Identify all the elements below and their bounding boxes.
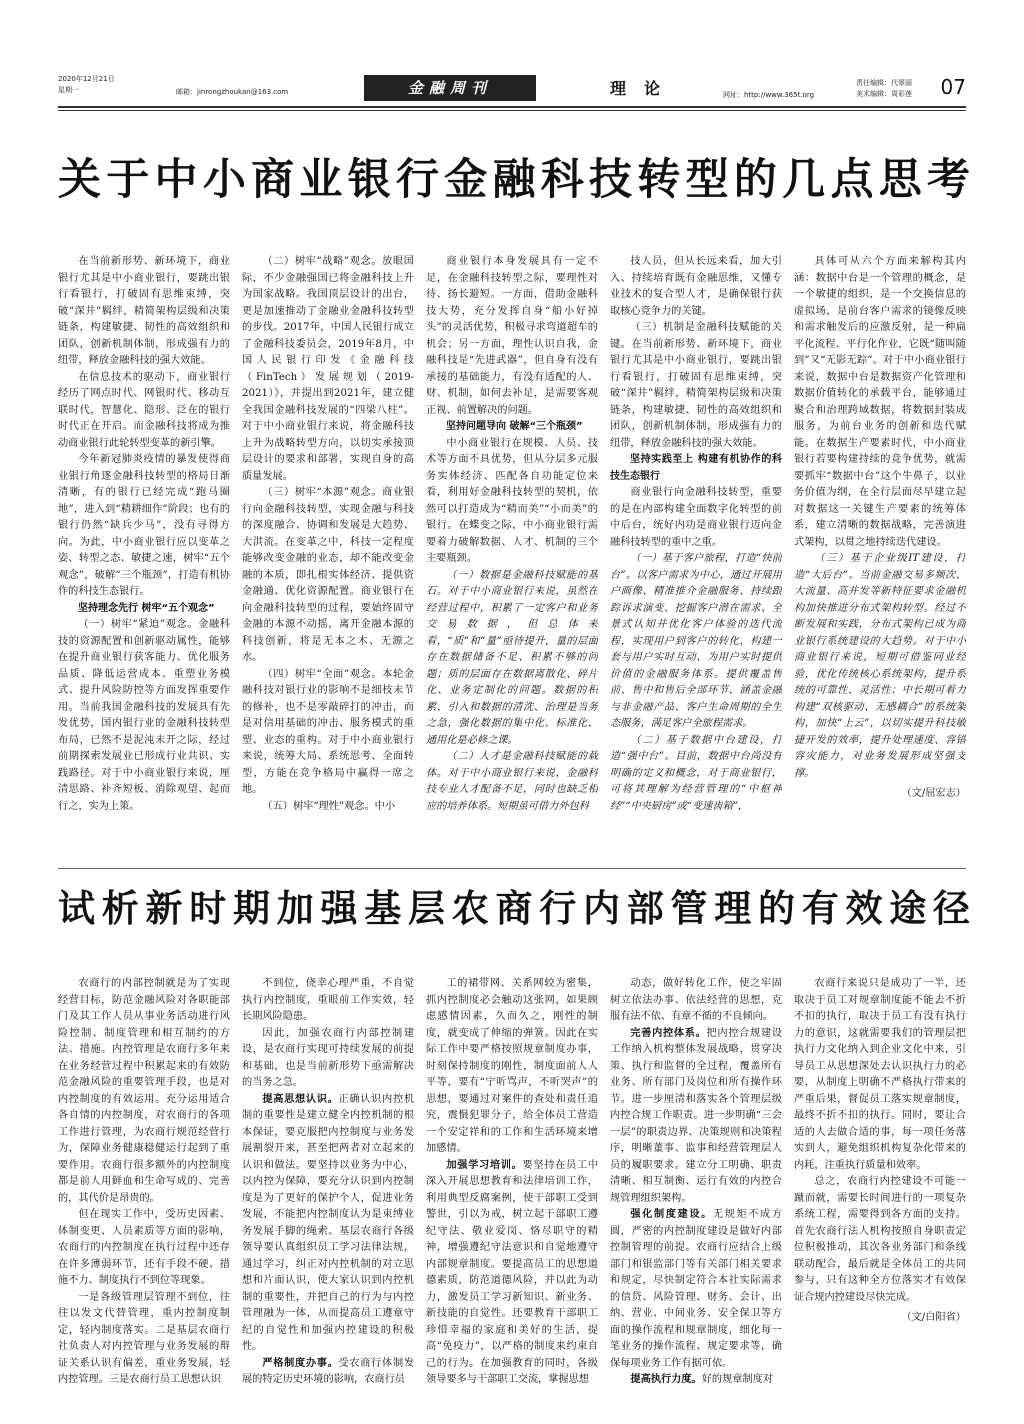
paragraph — [58, 976, 230, 1207]
paragraph — [58, 601, 230, 618]
paragraph-lead: 提高思想认识。 — [262, 1093, 339, 1105]
paragraph-text: 坚持问题导向 破解“三个瓶颈” — [446, 421, 583, 432]
issue-date — [58, 74, 115, 96]
paragraph — [794, 254, 966, 551]
paragraph-text: 要坚持在员工中深入开展思想教育和法律培训工作，利用典型反腐案例，使干部职工受到警世，引以为戒，树立起干部职工遵纪守法、敬业爱岗、恪尽职守的精神，增强遵纪守法意识和自觉地遵守内部规章制度。要提高员工的思想道德素质，防范道德风险，并以此为动力，激发员工学习新知识、新业务、新技能的自觉性。还要教育干部职工珍惜幸福的家庭和美好的生活，提高“免疫力”，以严格的制度来约束自己的行为。在加强教育的同时，各级领导要多与干部职工交流，掌握思想 — [426, 1159, 598, 1385]
paragraph — [58, 1290, 230, 1389]
paragraph-text: （三）机制是金融科技赋能的关键。在当前新形势、新环境下，商业银行尤其是中小商业银行，要跳出银行看银行，打破固有思维束缚，突破“深井”羁绊，精简架构层级和决策链条，构建敏捷、韧性的高效组织和团队，创新机制体制，形成强有力的纽带，释放金融科技的强大效能。 — [610, 322, 782, 449]
paragraph — [610, 733, 782, 816]
paragraph-text: 不到位，侥幸心理严重，不自觉执行内控制度，重眼前工作实效，轻长期风险隐患。 — [242, 978, 414, 1022]
paragraph — [58, 1207, 230, 1290]
paragraph — [242, 667, 414, 799]
page-number: 07 — [940, 75, 966, 99]
paragraph-text: 工的裙带网、关系网较为密集，抓内控制度必会触动这张网，如果顾虑感情因素，久而久之，刚性的制度，就变成了伸缩的弹簧。因此在实际工作中要严格按照规章制度办事，时刻保持制度的刚性，制度面前人人平等，要有“宁听骂声，不听哭声”的思想，要通过对案件的查处和责任追究，震慑犯罪分子，给全体员工营造一个安定祥和的工作和生活环境来增加感情。 — [426, 978, 598, 1154]
masthead-logo: 金融周刊 — [364, 75, 536, 101]
paragraph — [794, 551, 966, 782]
paragraph-text: 坚持理念先行 树牢“五个观念” — [78, 602, 215, 614]
paragraph-text: （四）树牢“全面”观念。本轮金融科技对银行业的影响不是细枝末节的修补，也不是零敲碎打的冲击，而是对信用基础的冲击、服务模式的重塑、业态的重构。对于中小商业银行来说，统筹大局、系统思考、全面转型，方能在竞争格局中赢得一席之地。 — [242, 668, 414, 795]
article1-col4 — [610, 254, 782, 849]
paragraph — [610, 1372, 782, 1389]
paragraph — [794, 1174, 966, 1306]
paragraph — [610, 976, 782, 1026]
art-editor: 美术编辑：周彩莲 — [856, 90, 912, 98]
responsible-editor: 责任编辑：代翠丽 — [856, 79, 912, 87]
paragraph-text: 正确认识内控机制的重要性是建立健全内控机制的根本保证，要克服把内控制度与业务发展割裂开来，甚至把两者对立起来的认识和做法。要坚持以业务为中心，以内控为保障，要充分认识到内控制度是为了更好的保护个人，促进业务发展，不能把内控制度认为是束缚业务发展手脚的绳索。基层农商行各级领导要认真组织员工学习法律法规，通过学习，纠正对内控机制的对立思想和片面认识，使大家认识到内控机制的重要性，并把自己的行为与内控管理融为一体，从而提高员工遵章守纪的自觉性和加强内控建设的积极性。 — [242, 1093, 414, 1352]
paragraph — [610, 551, 782, 733]
paragraph — [58, 370, 230, 453]
author-signature: （文/白阳省） — [901, 1312, 966, 1323]
website-url: 网址：http://www.365t.org — [723, 91, 815, 99]
paragraph — [426, 254, 598, 419]
paragraph — [426, 568, 598, 750]
article1-col2 — [242, 254, 414, 849]
paragraph — [242, 1356, 414, 1389]
paragraph — [610, 485, 782, 551]
paragraph — [426, 1158, 598, 1389]
article1-col5 — [794, 254, 966, 849]
contact-email: 邮箱：jinrongzhoukan@163.com — [176, 88, 289, 96]
paragraph — [242, 976, 414, 1026]
paragraph-text: 商业银行向金融科技转型，重要的是在内部构建全面数字化转型的前中后台，统好内功是商业银行迈向金融科技转型的重中之重。 — [610, 487, 782, 548]
weekday-text: 星期一 — [58, 86, 79, 94]
article2-col4 — [610, 976, 782, 1396]
page-header — [58, 74, 966, 104]
article2-col3 — [426, 976, 598, 1396]
paragraph-text: 在当前新形势、新环境下，商业银行尤其是中小商业银行，要跳出银行看银行，打破固有思维束缚，突破“深井”羁绊，精简架构层级和决策链条，构建敏捷、韧性的高效组织和团队，创新机制体制，形成强有力的纽带，释放金融科技的强大效能。 — [58, 256, 230, 366]
paragraph — [610, 320, 782, 452]
paragraph-lead: 完善内控体系。 — [630, 1027, 707, 1039]
editors-credit — [856, 78, 912, 100]
paragraph-text: （二）人才是金融科技赋能的载体。对于中小商业银行来说，金融科技专业人才配备不足，同时也缺乏相应的培养体系。短期虽可借力外包科 — [426, 751, 598, 812]
paragraph-text: （一）数据是金融科技赋能的基石。对于中小商业银行来说，虽然在经营过程中，积累了一定客户和业务交易数据，但总体来看，“质”和“量”亟待提升，量的层面存在数据储备不足、积累不够的问题；质的层面存在数据离散化、碎片化、业务定制化的问题。数据的积累、引入和数据的清洗、治理是当务之急，强化数据的集中化、标准化、通用化是必修之课。 — [426, 569, 598, 746]
paragraph-text: 一是各级管理层管理不到位，往往以发文代替管理，重内控制度制定，轻内制度落实。二是基层农商行社负责人对内控管理与业务发展的辩证关系认识有偏差，重业务发展，轻内控管理。三是农商行员工思想认识 — [58, 1291, 230, 1385]
article2-title: 试析新时期加强基层农商行内部管理的有效途径 — [58, 887, 970, 930]
header-rule — [58, 106, 966, 108]
paragraph — [242, 799, 414, 816]
paragraph — [426, 419, 598, 436]
paragraph-text: 中小商业银行在规模、人员、技术等方面不具优势，但从分层多元服务实体经济、匹配各自功能定位来看，利用好金融科技转型的契机，依然可以打造成为“精而美”“小而美”的银行。在蝶变之际，中小商业银行需要着力破解数据、人才、机制的三个主要瓶颈。 — [426, 437, 598, 564]
header-rule-thin — [58, 110, 966, 111]
paragraph — [610, 1026, 782, 1208]
paragraph-text: （二）树牢“战略”观念。放眼国际，不少金融强国已将金融科技上升为国家战略。我国顶层设计的出台，更是加速推动了金融业金融科技转型的步伐。2017年，中国人民银行成立了金融科技委员会，2019年8月，中国人民银行印发《金融科技（FinTech）发展规划（2019-2021）》，并提出到2021年，建立健全我国金融科技发展的“四梁八柱”。对于中小商业银行来说，将金融科技上升为战略转型方向，以切实承接顶层设计的要求和部署，实现自身的高质量发展。 — [242, 256, 414, 482]
paragraph — [610, 254, 782, 320]
paragraph — [426, 749, 598, 815]
paragraph-text: 今年新冠肺炎疫情的暴发使得商业银行角逐金融科技转型的格局日渐清晰，有的银行已经完成“跑马圈地”，进入到“精耕细作”阶段；也有的银行仍然“缺兵少马”，没有寻得方向。为此，中小商业银行应以变革之姿、转型之态、敏捷之速，树牢“五个观念”，破解“三个瓶颈”，打造有机协作的科技生态银行。 — [58, 454, 230, 597]
date-text: 2020年12月21日 — [58, 75, 115, 83]
paragraph — [426, 976, 598, 1158]
paragraph-text: （三）基于企业级IT建设，打造“大后台”。当前金融交易多频次、大流量、高并发等新特征要求金融机构加快推进分布式架构转型。经过不断发展和实践，分布式架构已成为商业银行系统建设的大趋势。对于中小商业银行来说，短期可借鉴同业经验，优化传统核心系统架构，提升系统的可靠性、灵活性；中长期可着力构建“双核驱动、无感耦合”的系统架构，加快“上云”，以切实提升科技敏捷开发的效率，提升处理速度、容错容灾能力，对业务发展形成坚强支撑。 — [794, 553, 966, 779]
paragraph-text: 总之，农商行内控建设不可能一蹴而就，需要长时间进行的一项复杂系统工程，需要得到各方面的支持。首先农商行法人机构按照自身职责定位积极推动，其次各业务部门和条线联动配合，最后就是全体员工的共同参与，只有这种全方位落实才有效保证合规内控建设尽快完成。 — [794, 1176, 966, 1303]
paragraph-text: （一）基于客户旅程，打造“快前台”。以客户需求为中心，通过开展用户画像、精准推介金融服务、持续跟踪诉求演变、挖掘客户潜在需求、全景式认知并优化客户体验的迭代流程，实现用户到客户的转化，构建一套与用户实时互动、为用户实时提供价值的金融服务体系。提供覆盖售前、售中和售后全部环节、涵盖金融与非金融产品、客户生命周期的全生态服务，满足客户全旅程需求。 — [610, 553, 782, 729]
article2-col1 — [58, 976, 230, 1396]
article1-body — [58, 254, 966, 849]
paragraph — [242, 254, 414, 485]
paragraph-text: （三）树牢“本源”观念。商业银行向金融科技转型，实现金融与科技的深度融合、协调和发展是大趋势、大洪流。在变革之中，科技一定程度能够改变金融的业态，却不能改变金融的本质，即扎根实体经济、提供资金融通、优化资源配置。商业银行在向金融科技转型的过程，要始终固守金融的本源不动摇，离开金融本源的科技创新，将是无本之木、无源之水。 — [242, 487, 414, 663]
article2-body — [58, 976, 966, 1396]
paragraph — [242, 485, 414, 667]
article2-col5 — [794, 976, 966, 1396]
paragraph-text: 但在现实工作中，受历史因素、体制变更、人员素质等方面的影响，农商行的内控制度在执行过程中还存在许多薄弱环节，还有手段不硬、措施不力、制度执行不到位等现象。 — [58, 1209, 230, 1286]
paragraph — [242, 1026, 414, 1092]
paragraph-text: 动态，做好转化工作，使之牢固树立依法办事、依法经营的思想，克服有法不依、有章不循的不良倾向。 — [610, 978, 782, 1022]
paragraph-lead: 强化制度建设。 — [630, 1209, 713, 1220]
article1-title: 关于中小商业银行金融科技转型的几点思考 — [58, 155, 970, 205]
paragraph-text: 在信息技术的驱动下，商业银行经历了网点时代、网银时代、移动互联时代，智慧化、隐形、泛在的银行时代正在开启。而金融科技将成为推动商业银行此轮转型变革的新引擎。 — [58, 371, 230, 449]
article-divider — [58, 868, 966, 869]
paragraph-text: 无规矩不成方圆，严密的内控制度建设是做好内部控制管理的前提。农商行应结合上级部门和银监部门等有关部门相关要求和规定，尽快制定符合本社实际需求的信贷、风险管理、财务、会计、出纳、营业、中间业务、安全保卫等方面的操作流程和规章制度，细化每一笔业务的操作流程、规定要求等，确保每项业务工作有据可依。 — [610, 1209, 782, 1369]
paragraph — [610, 1207, 782, 1372]
paragraph-lead: 严格制度办事。 — [262, 1357, 339, 1369]
paragraph-text: （二）基于数据中台建设，打造“强中台”。目前，数据中台尚没有明确的定义和概念，对于商业银行，可将其理解为经营管理的“中枢神经”“中央厨房”或“变速齿箱”， — [610, 734, 782, 812]
paragraph-text: 具体可从六个方面来解构其内涵：数据中台是一个管理的概念，是一个敏捷的组织，是一个交换信息的虚拟场，是前台客户需求的镜像反映和需求触发后的应激反射，是一种扁平化流程、平行化作业，它既“随叫随到”又“无影无踪”。对于中小商业银行来说，数据中台是数据资产化管理和数据价值转化的承载平台，能够通过聚合和治理跨域数据，将数据封装成服务，为前台业务的创新和迭代赋能。在数据生产要素时代，中小商业银行若要构建持续的竞争优势，就需要抓牢“数据中台”这个牛鼻子，以业务价值为纲，在全行层面尽早建立起对数据这一关键生产要素的统筹体系，建立清晰的数据战略，完善演进式架构，以贯之地持续迭代建设。 — [794, 256, 966, 548]
paragraph-text: 技人员，但从长远来看，加大引入、持续培育既有金融思维，又懂专业技术的复合型人才，是确保银行获取核心竞争力的关键。 — [610, 256, 782, 317]
paragraph — [58, 617, 230, 815]
paragraph-text: 农商行来说只是成功了一半，还取决于员工对规章制度能不能去不折不扣的执行，取决于员工有没有执行力的意识，这就需要我们的管理层把执行力文化纳入到企业文化中来，引导员工从思想深处去认识执行力的必要，从制度上明确不严格执行带来的严重后果，督促员工落实规章制度，最终不折不扣的执行。同时，要让合适的人去做合适的事，每一项任务落实到人，避免组织机构复杂化带来的内耗，注重执行质量和效率。 — [794, 978, 966, 1171]
paragraph-text: 把内控合规建设工作纳入机构整体发展战略，贯穿决策、执行和监督的全过程，覆盖所有业务、所有部门及岗位和所有操作环节。进一步厘清和落实各个管理层级内控合规工作职责。进一步明确“三会一层”的职责边界、决策规则和决策程序，明晰董事、监事和经营管理层人员的履职要求。建立分工明确、职责清晰、相互制衡、运行有效的内控合规管理组织架构。 — [610, 1027, 782, 1204]
paragraph-text: 坚持实践至上 构建有机协作的科技生态银行 — [610, 454, 782, 482]
paragraph-text: （一）树牢“紧迫”观念。金融科技的资源配置和创新驱动属性，能够在提升商业银行获客能力、优化服务品质、降低运营成本、重塑业务模式、提升风险防控等方面发挥重要作用。当前我国金融科技的发展具有先发优势，国内银行业的金融科技转型布局，已然不是泥沌未开之际，经过前期探索发展业已形成行业共识、实践路径。对于中小商业银行来说，厘清思路、补齐短板、消除观望、起而行之，实为上策。 — [58, 619, 230, 812]
paragraph-lead: 加强学习培训。 — [446, 1159, 523, 1171]
paragraph-text: 因此，加强农商行内部控制建设，是农商行实现可持续发展的前提和基础，也是当前新形势下亟需解决的当务之急。 — [242, 1027, 414, 1088]
article1-col1 — [58, 254, 230, 849]
author-signature: （文/屈宏志） — [901, 788, 966, 799]
section-title: 理论 — [610, 79, 679, 98]
paragraph — [58, 254, 230, 370]
paragraph-text: 好的规章制度对 — [701, 1374, 774, 1385]
paragraph — [610, 452, 782, 485]
paragraph-text: 农商行的内部控制就是为了实现经营目标，防范金融风险对各职能部门及其工作人员从事业务活动进行风险控制、制度管理和相互制约的方法、措施。内控管理是农商行多年来在业务经营过程中积累起来的有效防范金融风险的重要管理手段，也是对内控制度的有效运用。充分运用适合各自情的内控制度，对农商行的各项工作进行管理，为农商行规范经营行为，保障业务健康稳健运行起到了重要作用。农商行很多额外的内控制度都是前人用鲜血和生命写成的、完善的，其代价是昂贵的。 — [58, 978, 230, 1204]
paragraph — [242, 1092, 414, 1356]
paragraph-text: 受农商行体制发展的特定历史环境的影响，农商行员 — [242, 1357, 414, 1385]
article1-col3 — [426, 254, 598, 849]
paragraph-text: 商业银行本身发展具有一定不足，在金融科技转型之际，要理性对待、扬长避短。一方面，借助金融科技大势，充分发挥自身“船小好掉头”的灵活优势，积极寻求弯道超车的机会；另一方面，理性认识自我，金融科技是“先进武器”，但自身有没有承接的基础能力，有没有适配的人、财、机制，如何去补足，是需要客观正视、前置解决的问题。 — [426, 256, 598, 416]
paragraph — [426, 436, 598, 568]
paragraph — [794, 976, 966, 1174]
paragraph — [58, 452, 230, 601]
paragraph-text: （五）树牢“理性”观念。中小 — [262, 800, 396, 812]
article2-col2 — [242, 976, 414, 1396]
paragraph-lead: 提高执行力度。 — [630, 1374, 702, 1385]
